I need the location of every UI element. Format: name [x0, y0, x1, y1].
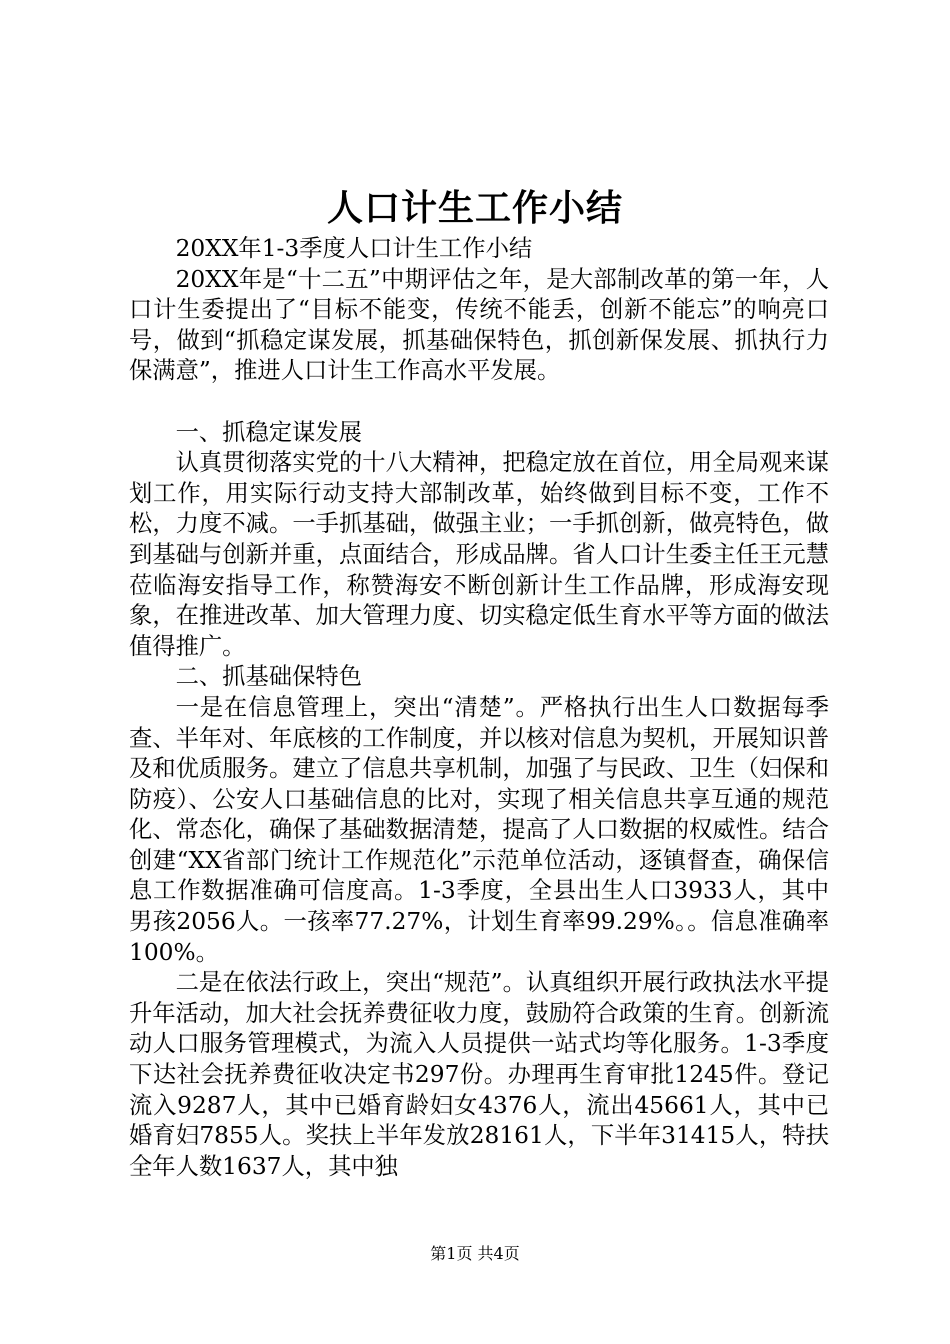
section-heading-1: 一、抓稳定谋发展 — [175, 418, 362, 446]
section-heading-2: 二、抓基础保特色 — [175, 663, 362, 691]
paragraph-section-2-point-1: 一是在信息管理上，突出“清楚”。严格执行出生人口数据每季查、半年对、年底核的工作制度，并以核对信息为契机，开展知识普及和优质服务。建立了信息共享机制，加强了与民政、卫生（妇保和防疫）、公安人口基础信息的比对，实现了相关信息共享互通的规范化、常态化，确保了基础数据清楚，提高了人口数据的权威性。结合创建“XX省部门统计工作规范化”示范单位活动，逐镇督查，确保信息工作数据准确可信度高。1-3季度，全县出生人口3933人，其中男孩2056人。一孩率77.27%，计划生育率99.29%。。信息准确率100%。 — [129, 693, 829, 966]
document-title: 人口计生工作小结 — [326, 187, 623, 229]
paragraph-subtitle: 20XX年1-3季度人口计生工作小结 — [175, 235, 533, 262]
paragraph-gap — [129, 387, 829, 418]
document-body — [129, 234, 829, 1182]
paragraph-section-2-point-2: 二是在依法行政上，突出“规范”。认真组织开展行政执法水平提升年活动，加大社会抚养费征收力度，鼓励符合政策的生育。创新流动人口服务管理模式，为流入人员提供一站式均等化服务。1-3季度下达社会抚养费征收决定书297份。办理再生育审批1245件。登记流入9287人，其中已婚育龄妇女4376人，流出45661人，其中已婚育妇7855人。奖扶上半年发放28161人，下半年31415人，特扶全年人数1637人，其中独 — [129, 969, 830, 1180]
paragraph-intro: 20XX年是“十二五”中期评估之年，是大部制改革的第一年，人口计生委提出了“目标不能变，传统不能丢，创新不能忘”的响亮口号，做到“抓稳定谋发展，抓基础保特色，抓创新保发展、抓执行力保满意”，推进人口计生工作高水平发展。 — [129, 265, 829, 385]
page-number-footer: 第1页 共4页 — [430, 1244, 520, 1263]
paragraph-section-1: 认真贯彻落实党的十八大精神，把稳定放在首位，用全局观来谋划工作，用实际行动支持大部制改革，始终做到目标不变，工作不松，力度不减。一手抓基础，做强主业；一手抓创新，做亮特色，做到基础与创新并重，点面结合，形成品牌。省人口计生委主任王元慧莅临海安指导工作，称赞海安不断创新计生工作品牌，形成海安现象，在推进改革、加大管理力度、切实稳定低生育水平等方面的做法值得推广。 — [129, 449, 829, 660]
